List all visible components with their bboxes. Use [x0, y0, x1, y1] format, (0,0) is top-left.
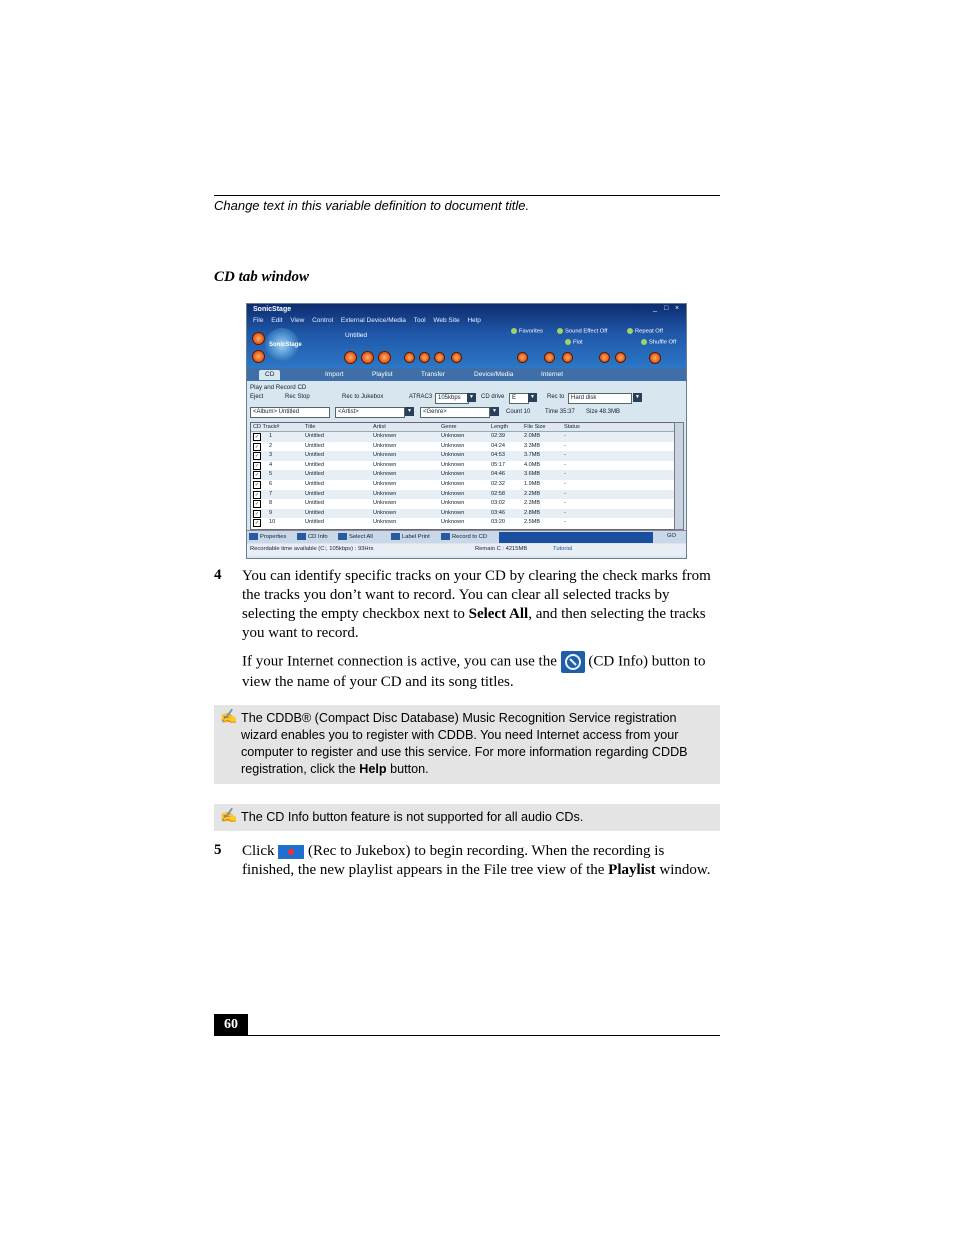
table-row[interactable] [251, 432, 676, 442]
rec-to-select[interactable]: Hard disk [568, 393, 632, 404]
track-length: 02:58 [491, 490, 505, 497]
running-title: Change text in this variable definition to document title. [214, 198, 530, 213]
step-number: 4 [214, 567, 222, 583]
table-row[interactable] [251, 470, 676, 480]
track-checkbox[interactable]: ✓ [254, 462, 260, 469]
track-size: 2.5MB [524, 519, 541, 526]
track-size: 2.8MB [524, 509, 541, 516]
minimize-button[interactable]: _ [653, 305, 657, 312]
track-n: 8 [269, 500, 273, 507]
rec-to-jukebox-button[interactable]: Rec to Jukebox [342, 394, 384, 400]
page-number: 60 [214, 1014, 248, 1036]
rewind-icon[interactable] [434, 352, 445, 363]
equalizer-icon[interactable] [615, 352, 626, 363]
track-length: 02:39 [491, 433, 505, 439]
track-title: Untitled [305, 509, 324, 516]
track-status: - [564, 519, 566, 526]
maximize-button[interactable]: □ [664, 305, 669, 312]
note-cddb [214, 705, 720, 784]
track-genre: Unknown [441, 490, 465, 497]
remaining-space: Remain C : 4215MB [475, 546, 528, 552]
track-artist: Unknown [373, 452, 397, 459]
menu-view[interactable]: View [290, 317, 305, 324]
step4-cdinfo-paragraph: If your Internet connection is active, you can use the (CD Info) button to view the name of your CD and its song titles. [242, 651, 720, 692]
fast-forward-icon[interactable] [451, 352, 462, 363]
section-label: Play and Record CD [250, 384, 307, 391]
column-header[interactable]: Genre [441, 424, 457, 430]
track-artist: Unknown [373, 433, 397, 439]
rec-to-jukebox-icon [278, 845, 304, 859]
track-artist: Unknown [373, 519, 397, 526]
track-length: 03:20 [491, 519, 505, 526]
artist-filter[interactable]: <Artist> [335, 407, 405, 418]
tab-import[interactable]: Import [325, 371, 344, 378]
track-checkbox[interactable]: ✓ [254, 434, 260, 440]
track-artist: Unknown [373, 509, 397, 516]
track-status: - [564, 500, 566, 507]
track-title: Untitled [305, 471, 324, 478]
label-print-button[interactable]: Label Print [391, 533, 430, 540]
column-header[interactable]: Title [305, 424, 316, 430]
table-row[interactable] [251, 442, 676, 452]
track-artist: Unknown [373, 442, 397, 449]
track-genre: Unknown [441, 442, 465, 449]
track-size: 4.0MB [524, 461, 541, 468]
track-length: 04:46 [491, 471, 505, 478]
chevron-down-icon[interactable]: ▼ [633, 393, 642, 402]
track-checkbox[interactable]: ✓ [254, 510, 260, 517]
genre-filter[interactable]: <Genre> [420, 407, 490, 418]
track-title: Untitled [305, 461, 324, 468]
column-header[interactable]: File Size [524, 424, 546, 430]
track-length: 02:32 [491, 480, 505, 487]
logo-text: SonicStage [269, 342, 302, 348]
track-status: - [564, 433, 566, 439]
track-status: - [564, 480, 566, 487]
table-row[interactable] [251, 480, 676, 490]
record-to-cd-button[interactable]: Record to CD [441, 533, 487, 540]
track-size: 1.9MB [524, 480, 541, 487]
track-length: 03:46 [491, 509, 505, 516]
note-text: The CD Info button feature is not supported for all audio CDs. [241, 810, 584, 824]
track-genre: Unknown [441, 471, 465, 478]
track-genre: Unknown [441, 452, 465, 459]
track-size: 2.0MB [524, 433, 541, 439]
tab-playlist[interactable]: Playlist [372, 371, 393, 378]
stop-icon[interactable] [344, 351, 357, 364]
track-status: - [564, 490, 566, 497]
menu-bar [253, 317, 487, 324]
cd-info-button[interactable]: CD Info [297, 533, 328, 540]
atrac-label: ATRAC3 [409, 394, 433, 400]
track-title: Untitled [305, 452, 324, 459]
properties-icon [249, 533, 258, 540]
table-row[interactable] [251, 490, 676, 500]
track-status: - [564, 461, 566, 468]
track-artist: Unknown [373, 480, 397, 487]
option-shuffle[interactable]: Shuffle Off [641, 339, 676, 346]
menu-web-site[interactable]: Web Site [433, 317, 460, 324]
track-genre: Unknown [441, 509, 465, 516]
track-n: 3 [269, 452, 273, 459]
menu-edit[interactable]: Edit [271, 317, 283, 324]
menu-help[interactable]: Help [467, 317, 481, 324]
chevron-down-icon[interactable]: ▼ [405, 407, 414, 416]
eject-button[interactable]: Eject [250, 394, 264, 400]
track-size: 3.3MB [524, 442, 541, 449]
volume-down-icon[interactable] [517, 352, 528, 363]
track-length: 04:24 [491, 442, 505, 449]
option-favorites[interactable]: Favorites [511, 328, 543, 335]
track-checkbox[interactable]: ✓ [254, 501, 260, 508]
total-time: Time 35:37 [545, 409, 575, 415]
player-area [247, 304, 686, 368]
track-artist: Unknown [373, 500, 397, 507]
track-checkbox[interactable]: ✓ [254, 520, 260, 527]
track-artist: Unknown [373, 490, 397, 497]
mode-button[interactable] [252, 350, 265, 363]
favorites-icon [511, 328, 517, 334]
track-checkbox[interactable]: ✓ [254, 472, 260, 479]
menu-control[interactable]: Control [312, 317, 334, 324]
sonicstage-window [246, 303, 687, 559]
close-button[interactable]: × [675, 305, 680, 312]
select-all-button[interactable]: Select All [338, 533, 373, 540]
track-rows [251, 432, 676, 528]
table-row[interactable] [251, 518, 676, 528]
step-number: 5 [214, 842, 222, 858]
menu-file[interactable]: File [253, 317, 264, 324]
track-artist: Unknown [373, 461, 397, 468]
track-n: 4 [269, 461, 273, 468]
track-n: 6 [269, 480, 273, 487]
properties-button[interactable]: Properties [249, 533, 286, 540]
tab-device-media[interactable]: Device/Media [474, 371, 514, 378]
next-icon[interactable] [419, 352, 430, 363]
track-title: Untitled [305, 519, 324, 526]
column-header[interactable]: Status [564, 424, 580, 430]
play-icon[interactable] [361, 351, 374, 364]
table-row[interactable] [251, 451, 676, 461]
track-checkbox[interactable]: ✓ [254, 453, 260, 460]
track-checkbox[interactable]: ✓ [254, 491, 260, 498]
section-title: CD tab window [214, 269, 310, 285]
cd-info-icon [297, 533, 306, 540]
rec-to-label: Rec to [547, 394, 565, 400]
pencil-icon: ✍ [220, 807, 238, 823]
table-row[interactable] [251, 509, 676, 519]
track-length: 04:53 [491, 452, 505, 459]
track-n: 7 [269, 490, 273, 497]
track-size: 3.6MB [524, 471, 541, 478]
label-print-icon [391, 533, 400, 540]
track-status: - [564, 509, 566, 516]
footer-rule [214, 1035, 720, 1036]
track-size: 2.2MB [524, 490, 541, 497]
menu-tool[interactable]: Tool [413, 317, 426, 324]
track-genre: Unknown [441, 519, 465, 526]
tutorial-link[interactable]: Tutorial [553, 546, 573, 552]
track-status: - [564, 452, 566, 459]
track-length: 03:02 [491, 500, 505, 507]
mute-icon[interactable] [599, 352, 610, 363]
record-to-cd-icon [441, 533, 450, 540]
track-checkbox[interactable]: ✓ [254, 443, 260, 450]
power-icon[interactable] [252, 332, 265, 345]
track-length: 05:17 [491, 461, 505, 468]
table-row[interactable] [251, 461, 676, 471]
total-size: Size 48.3MB [586, 409, 621, 415]
track-list [250, 422, 677, 530]
track-size: 2.3MB [524, 500, 541, 507]
repeat-icon [627, 328, 633, 334]
option-sound-effect[interactable]: Sound Effect Off [557, 328, 607, 335]
track-n: 1 [269, 433, 273, 439]
cd-drive-select[interactable]: E [509, 393, 529, 404]
checkbox-icon [338, 533, 347, 540]
table-row[interactable] [251, 499, 676, 509]
track-title: Untitled [305, 433, 324, 439]
recordable-time: Recordable time available (C:, 105kbps) : 93Hrs [250, 546, 374, 552]
chevron-down-icon[interactable]: ▼ [490, 407, 499, 416]
go-button[interactable]: GO [667, 533, 677, 539]
tab-internet[interactable]: Internet [541, 371, 564, 378]
cd-drive-label: CD drive [481, 394, 505, 400]
note-text: The CDDB® (Compact Disc Database) Music Recognition Service registration wizard enables you to register with CDDB. You need Internet access from your computer to register and use this service. For more information regarding CDDB registration, click the Help button. [241, 711, 688, 776]
track-n: 2 [269, 442, 273, 449]
track-checkbox[interactable]: ✓ [254, 481, 260, 488]
pencil-icon: ✍ [220, 708, 238, 724]
cd-info-icon [561, 651, 585, 673]
track-title: Untitled [305, 442, 324, 449]
note-cd-info [214, 804, 720, 831]
now-playing-title: Untitled [345, 332, 368, 339]
tab-transfer[interactable]: Transfer [421, 371, 445, 378]
track-list-scrollbar[interactable] [674, 422, 684, 530]
track-status: - [564, 442, 566, 449]
chevron-down-icon[interactable]: ▼ [528, 393, 537, 402]
track-list-header [251, 423, 676, 432]
app-title: SonicStage [253, 306, 292, 313]
header-rule [214, 195, 720, 196]
track-title: Untitled [305, 490, 324, 497]
track-status: - [564, 471, 566, 478]
column-header[interactable]: Artist [373, 424, 386, 430]
track-count: Count 10 [506, 409, 531, 415]
mini-mode-icon[interactable] [649, 352, 661, 364]
track-genre: Unknown [441, 433, 465, 439]
track-size: 3.7MB [524, 452, 541, 459]
track-title: Untitled [305, 500, 324, 507]
track-genre: Unknown [441, 461, 465, 468]
track-title: Untitled [305, 480, 324, 487]
option-repeat[interactable]: Repeat Off [627, 328, 663, 335]
sound-effect-icon [557, 328, 563, 334]
album-field[interactable]: <Album> Untitled [250, 407, 330, 418]
step5-paragraph: Click (Rec to Jukebox) to begin recording. When the recording is finished, the new playlist appears in the File tree view of the Playlist window. [242, 843, 711, 878]
previous-icon[interactable] [404, 352, 415, 363]
track-n: 9 [269, 509, 273, 516]
track-n: 5 [269, 471, 273, 478]
record-icon[interactable] [544, 352, 555, 363]
action-bar [247, 530, 686, 543]
option-flat[interactable]: Flat [565, 339, 583, 346]
tab-cd[interactable]: CD [259, 370, 280, 380]
chevron-down-icon[interactable]: ▼ [467, 393, 476, 402]
track-n: 10 [269, 519, 276, 526]
step4-paragraph: You can identify specific tracks on your CD by clearing the check marks from the tracks you don’t want to record. You can clear all selected tracks by selecting the empty checkbox next to Select All, and then selecting the tracks you want to record. [242, 568, 711, 641]
track-artist: Unknown [373, 471, 397, 478]
search-input[interactable] [499, 532, 653, 543]
tab-bar [247, 368, 686, 381]
shuffle-icon [641, 339, 647, 345]
pause-icon[interactable] [378, 351, 391, 364]
column-header[interactable]: CD Track# [253, 424, 280, 430]
track-genre: Unknown [441, 500, 465, 507]
column-header[interactable]: Length [491, 424, 509, 430]
volume-up-icon[interactable] [562, 352, 573, 363]
track-genre: Unknown [441, 480, 465, 487]
rec-stop-button[interactable]: Rec Stop [285, 394, 310, 400]
menu-external-device[interactable]: External Device/Media [340, 317, 406, 324]
status-bar [247, 544, 686, 556]
flat-icon [565, 339, 571, 345]
bitrate-select[interactable]: 105kbps [435, 393, 469, 404]
